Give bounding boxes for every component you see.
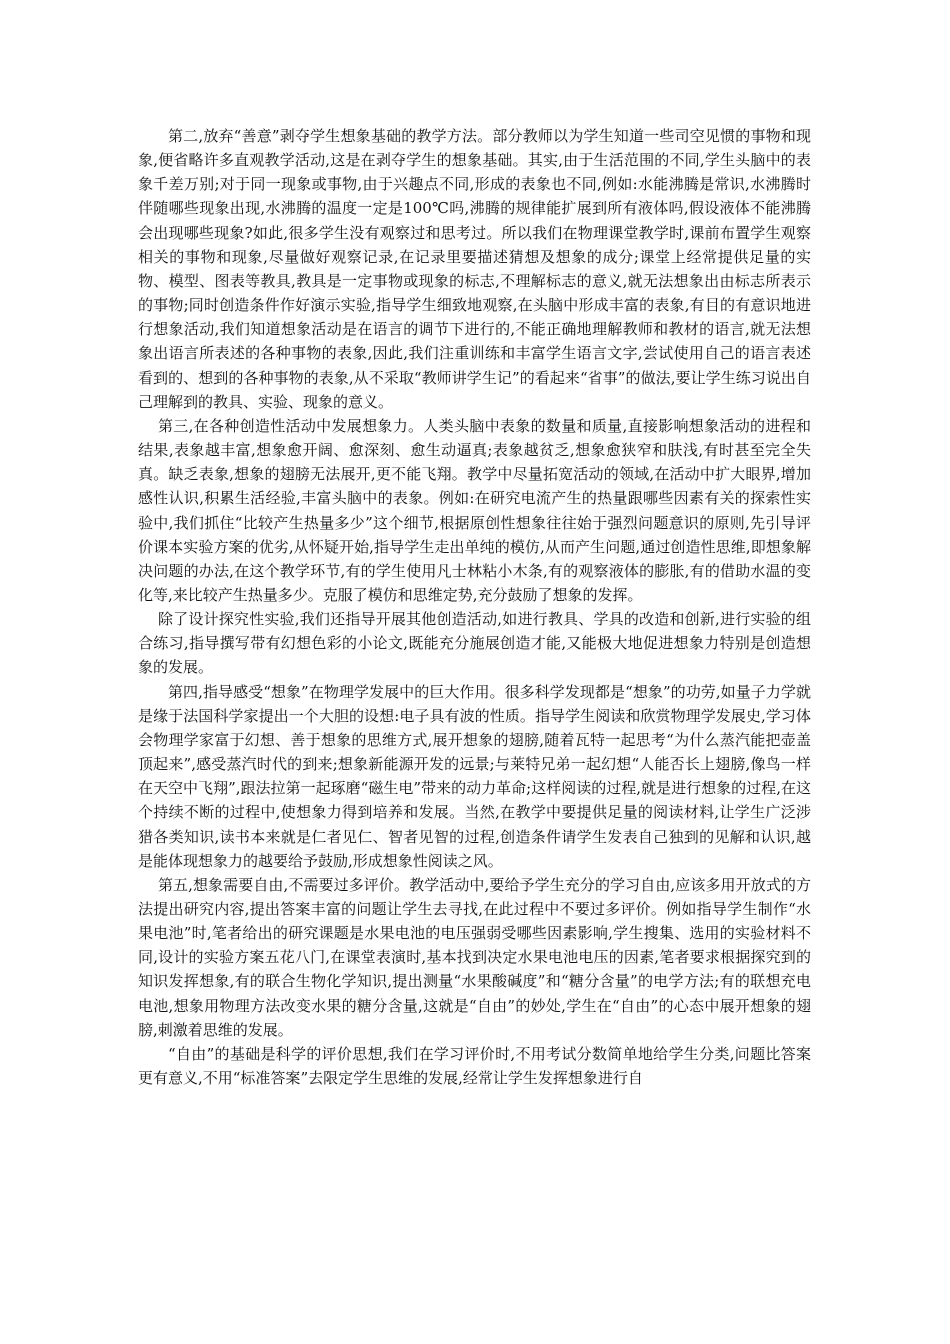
- document-page: [138, 124, 811, 1090]
- paragraph-creative-activities: 除了设计探究性实验,我们还指导开展其他创造活动,如进行教具、学具的改造和创新,进行实验的组合练习,指导撰写带有幻想色彩的小论文,既能充分施展创造才能,又能极大地促进想象力特别是创造想象的发展。: [138, 610, 811, 677]
- paragraph-second-point: 第二,放弃“善意”剥夺学生想象基础的教学方法。部分教师以为学生知道一些司空见惯的事物和现象,便省略许多直观教学活动,这是在剥夺学生的想象基础。其实,由于生活范围的不同,学生头脑中的表象千差万别;对于同一现象或事物,由于兴趣点不同,形成的表象也不同,例如:水能沸腾是常识,水沸腾时伴随哪些现象出现,水沸腾的温度一定是100℃吗,沸腾的规律能扩展到所有液体吗,假设液体不能沸腾会出现哪些现象?如此,很多学生没有观察过和思考过。所以我们在物理课堂教学时,课前布置学生观察相关的事物和现象,尽量做好观察记录,在记录里要描述猜想及想象的成分;课堂上经常提供足量的实物、模型、图表等教具,教具是一定事物或现象的标志,不理解标志的意义,就无法想象出由标志所表示的事物;同时创造条件作好演示实验,指导学生细致地观察,在头脑中形成丰富的表象,有目的有意识地进行想象活动,我们知道想象活动是在语言的调节下进行的,不能正确地理解教师和教材的语言,就无法想象出语言所表述的各种事物的表象,因此,我们注重训练和丰富学生语言文字,尝试使用自己的语言表述看到的、想到的各种事物的表象,从不采取“教师讲学生记”的看起来“省事”的做法,要让学生练习说出自己理解到的教具、实验、现象的意义。: [138, 127, 811, 411]
- paragraph-fourth-point: 第四,指导感受“想象”在物理学发展中的巨大作用。很多科学发现都是“想象”的功劳,如量子力学就是缘于法国科学家提出一个大胆的设想:电子具有波的性质。指导学生阅读和欣赏物理学发展史,学习体会物理学家富于幻想、善于想象的思维方式,展开想象的翅膀,随着瓦特一起思考“为什么蒸汽能把壶盖顶起来”,感受蒸汽时代的到来;想象新能源开发的远景;与莱特兄弟一起幻想“人能否长上翅膀,像鸟一样在天空中飞翔”,跟法拉第一起琢磨“磁生电”带来的动力革命;这样阅读的过程,就是进行想象的过程,在这个持续不断的过程中,使想象力得到培养和发展。当然,在教学中要提供足量的阅读材料,让学生广泛涉猎各类知识,读书本来就是仁者见仁、智者见智的过程,创造条件请学生发表自己独到的见解和认识,越是能体现想象力的越要给予鼓励,形成想象性阅读之风。: [138, 682, 811, 870]
- paragraph-third-point: 第三,在各种创造性活动中发展想象力。人类头脑中表象的数量和质量,直接影响想象活动的进程和结果,表象越丰富,想象愈开阔、愈深刻、愈生动逼真;表象越贫乏,想象愈狭窄和肤浅,有时甚至完全失真。缺乏表象,想象的翅膀无法展开,更不能飞翔。教学中尽量拓宽活动的领域,在活动中扩大眼界,增加感性认识,积累生活经验,丰富头脑中的表象。例如:在研究电流产生的热量跟哪些因素有关的探索性实验中,我们抓住“比较产生热量多少”这个细节,根据原创性想象往往始于强烈问题意识的原则,先引导评价课本实验方案的优劣,从怀疑开始,指导学生走出单纯的模仿,从而产生问题,通过创造性思维,即想象解决问题的办法,在这个教学环节,有的学生使用凡士林粘小木条,有的观察液体的膨胀,有的借助水温的变化等,来比较产生热量多少。克服了模仿和思维定势,充分鼓励了想象的发挥。: [138, 416, 811, 604]
- paragraph-fifth-point: 第五,想象需要自由,不需要过多评价。教学活动中,要给予学生充分的学习自由,应该多用开放式的方法提出研究内容,提出答案丰富的问题让学生去寻找,在此过程中不要过多评价。例如指导学生制作“水果电池”时,笔者给出的研究课题是水果电池的电压强弱受哪些因素影响,学生搜集、选用的实验材料不同,设计的实验方案五花八门,在课堂表演时,基本找到决定水果电池电压的因素,笔者要求根据探究到的知识发挥想象,有的联合生物化学知识,提出测量“水果酸碱度”和“糖分含量”的电学方法;有的联想充电电池,想象用物理方法改变水果的糖分含量,这就是“自由”的妙处,学生在“自由”的心态中展开想象的翅膀,刺激着思维的发展。: [138, 875, 811, 1039]
- paragraph-freedom-evaluation: “自由”的基础是科学的评价思想,我们在学习评价时,不用考试分数简单地给学生分类,问题比答案更有意义,不用“标准答案”去限定学生思维的发展,经常让学生发挥想象进行自: [138, 1044, 811, 1088]
